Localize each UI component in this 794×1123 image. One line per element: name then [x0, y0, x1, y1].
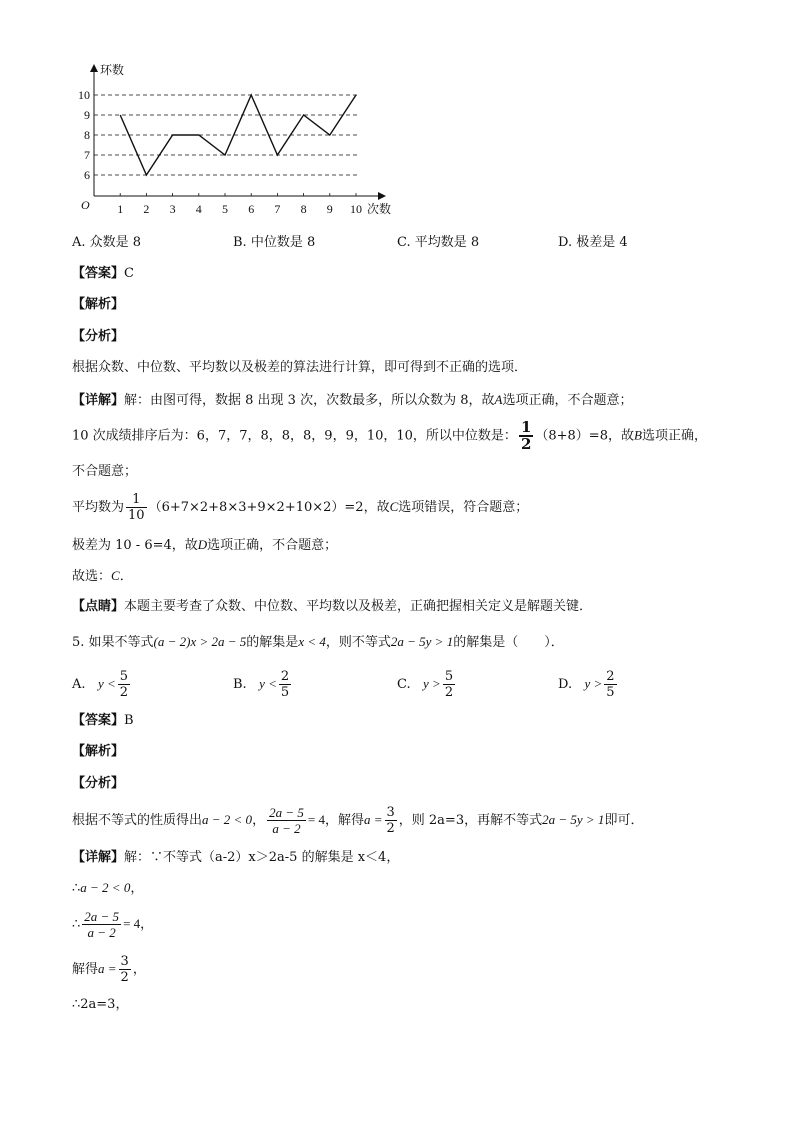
q4-fenxi-tag: 【分析】	[72, 329, 125, 344]
fenxi-text: 根据不等式的性质得出	[72, 813, 203, 828]
grid-lines	[94, 95, 358, 175]
detail-text: 选项错误，符合题意；	[398, 500, 529, 515]
option-fraction	[118, 669, 130, 700]
fenxi-text: ，解得	[324, 813, 364, 828]
y-tick-label: 6	[84, 168, 90, 182]
option-rel: y >	[584, 676, 603, 691]
detail-text: 解：∵不等式（a-2）x＞2a-5 的解集是 x＜4，	[124, 850, 400, 865]
q5-detail-line1	[72, 848, 399, 868]
denominator: a − 2	[87, 925, 116, 940]
detail-text: 选项正确，不合题意；	[207, 538, 338, 553]
q5-answer	[72, 711, 134, 731]
math-inequality: 2a − 5y > 1	[390, 634, 454, 649]
numerator: 5	[119, 669, 129, 684]
q5-detail-line2	[72, 878, 143, 899]
numerator: 2	[606, 669, 615, 684]
dianjing-tag: 【点睛】	[72, 599, 125, 614]
var-d: D	[197, 537, 208, 552]
detail-text: 极差为 10 - 6=4，故	[72, 538, 198, 553]
detail-text: ，	[132, 962, 146, 977]
option-rel: y <	[259, 676, 277, 691]
fraction	[385, 805, 397, 836]
q5-option-a	[72, 664, 132, 705]
q4-detail-line2-cont: 不合题意；	[72, 464, 138, 479]
q5-detail-line4	[72, 949, 146, 990]
math-inequality: (a − 2)x > 2a − 5	[153, 634, 247, 649]
detail-text: （6+7×2+8×3+9×2+10×2）=2，故	[148, 500, 390, 515]
detail-text: 选项正确，	[641, 428, 707, 444]
x-tick-label: 2	[143, 202, 150, 216]
x-tick-label: 3	[169, 202, 176, 216]
stem-text: 的解集是（ ）．	[453, 635, 564, 650]
q5-option-c	[397, 664, 457, 705]
x-tick-label: 10	[350, 202, 362, 216]
fenxi-text: ，则 2a=3，再解不等式	[398, 813, 543, 828]
stem-text: 的解集是	[246, 635, 299, 650]
q4-detail-line2	[72, 420, 707, 452]
math: a − 2 < 0	[80, 880, 131, 895]
var-c: C	[111, 568, 120, 583]
x-tick-label: 8	[300, 202, 307, 216]
therefore: ∴	[72, 881, 81, 896]
y-tick-label: 9	[84, 108, 90, 122]
q4-option-c: C. 平均数是 8	[397, 235, 480, 250]
detail-text: ，	[130, 881, 144, 896]
denominator: a − 2	[272, 821, 301, 836]
option-label: D.	[558, 677, 573, 692]
option-label: A.	[72, 677, 86, 692]
denominator: 2	[444, 685, 454, 700]
detail-text: ，	[140, 917, 154, 932]
detail-text: 平均数为	[72, 500, 125, 515]
x-tick-label: 7	[274, 202, 281, 216]
var-a: A	[494, 392, 503, 407]
y-axis-arrow	[90, 64, 98, 72]
detail-tag: 【详解】	[72, 850, 125, 865]
numerator: 3	[120, 954, 129, 969]
q4-answer	[72, 264, 134, 284]
math: a =	[363, 812, 383, 827]
fenxi-text: ，	[252, 813, 266, 828]
option-label: B.	[233, 677, 247, 692]
line-chart	[60, 56, 420, 226]
x-tick-label: 4	[195, 202, 202, 216]
option-fraction	[279, 669, 291, 700]
answer-tag: 【答案】	[72, 266, 125, 281]
numerator: 5	[444, 669, 454, 684]
y-tick-label: 8	[84, 128, 90, 142]
math: 2a − 5y > 1	[542, 812, 605, 827]
option-fraction	[443, 669, 455, 700]
denominator: 2	[520, 435, 532, 453]
option-label: C.	[397, 677, 411, 692]
q5-option-d	[558, 664, 619, 705]
q5-stem	[72, 632, 564, 653]
q4-dianjing	[72, 597, 592, 617]
y-tick-label: 10	[78, 88, 90, 102]
q5-fenxi-tag: 【分析】	[72, 776, 125, 791]
q4-option-d: D. 极差是 4	[558, 235, 628, 250]
detail-text: 故选：	[72, 569, 112, 584]
x-tick-label: 5	[222, 202, 228, 216]
detail-text: 10 次成绩排序后为：6，7，7，8，8，8，9，9，10，10，所以中位数是：	[72, 428, 517, 444]
stem-text: 5. 如果不等式	[72, 635, 154, 650]
y-tick-labels	[78, 88, 90, 182]
y-tick-label: 7	[84, 148, 90, 162]
option-fraction	[604, 669, 616, 700]
detail-text: ．	[119, 569, 133, 584]
denominator: 2	[120, 970, 129, 985]
origin-label: O	[81, 198, 90, 212]
fraction	[267, 805, 306, 836]
numerator: 1	[520, 418, 532, 436]
denominator: 10	[128, 508, 145, 523]
denominator: 2	[386, 821, 395, 836]
stem-text: ，则不等式	[325, 635, 391, 650]
detail-tag: 【详解】	[72, 393, 125, 408]
math-solution: x < 4	[298, 634, 326, 649]
fenxi-text: 即可．	[604, 813, 644, 828]
option-rel: y >	[423, 676, 441, 691]
var-b: B	[633, 427, 642, 443]
q5-fenxi-text	[72, 800, 643, 841]
denominator: 5	[606, 685, 615, 700]
q4-fenxi-text: 根据众数、中位数、平均数以及极差的算法进行计算，即可得到不正确的选项．	[72, 360, 528, 375]
therefore: ∴	[72, 917, 81, 932]
q4-detail-line3	[72, 490, 528, 525]
numerator: 2	[280, 669, 290, 684]
numerator: 2a − 5	[84, 909, 120, 924]
x-axis-label: 次数	[367, 202, 392, 216]
fraction-tenth	[126, 492, 147, 523]
y-axis-label: 环数	[100, 63, 125, 77]
answer-value: B	[124, 713, 134, 728]
answer-value: C	[124, 266, 134, 281]
q4-detail-line4	[72, 535, 337, 556]
q5-option-b	[233, 664, 293, 705]
x-tick-label: 6	[248, 202, 255, 216]
detail-text: （8+8）=8，故	[535, 428, 634, 444]
math: a =	[98, 961, 117, 976]
fraction	[119, 954, 131, 985]
q4-option-b: B. 中位数是 8	[233, 235, 316, 250]
q5-analysis-tag: 【解析】	[72, 744, 125, 759]
x-tick-label: 9	[326, 202, 333, 216]
fraction	[82, 909, 121, 940]
q4-detail-line1	[72, 390, 632, 411]
numerator: 2a − 5	[269, 805, 304, 820]
q5-detail-line5: ∴2a=3，	[72, 997, 129, 1012]
var-c: C	[389, 499, 399, 514]
option-rel: y <	[97, 676, 116, 691]
q5-detail-line3	[72, 904, 153, 945]
denominator: 5	[280, 685, 290, 700]
q4-option-a: A. 众数是 8	[72, 235, 142, 250]
detail-text: 解得	[72, 962, 99, 977]
math: = 4	[123, 916, 141, 931]
detail-text: 选项正确，不合题意；	[502, 393, 633, 408]
detail-text: 解：由图可得，数据 8 出现 3 次，次数最多，所以众数为 8，故	[124, 393, 495, 408]
math: = 4	[307, 812, 325, 827]
q4-choose	[72, 566, 133, 587]
q4-analysis-tag: 【解析】	[72, 297, 125, 312]
denominator: 2	[119, 685, 129, 700]
fraction-half	[519, 420, 533, 452]
x-axis-arrow	[378, 192, 386, 200]
dianjing-text: 本题主要考查了众数、中位数、平均数以及极差，正确把握相关定义是解题关键．	[124, 599, 593, 614]
x-tick-label: 1	[117, 202, 124, 216]
math: a − 2 < 0	[202, 812, 253, 827]
numerator: 3	[386, 805, 395, 820]
answer-tag: 【答案】	[72, 713, 125, 728]
numerator: 1	[126, 492, 147, 508]
